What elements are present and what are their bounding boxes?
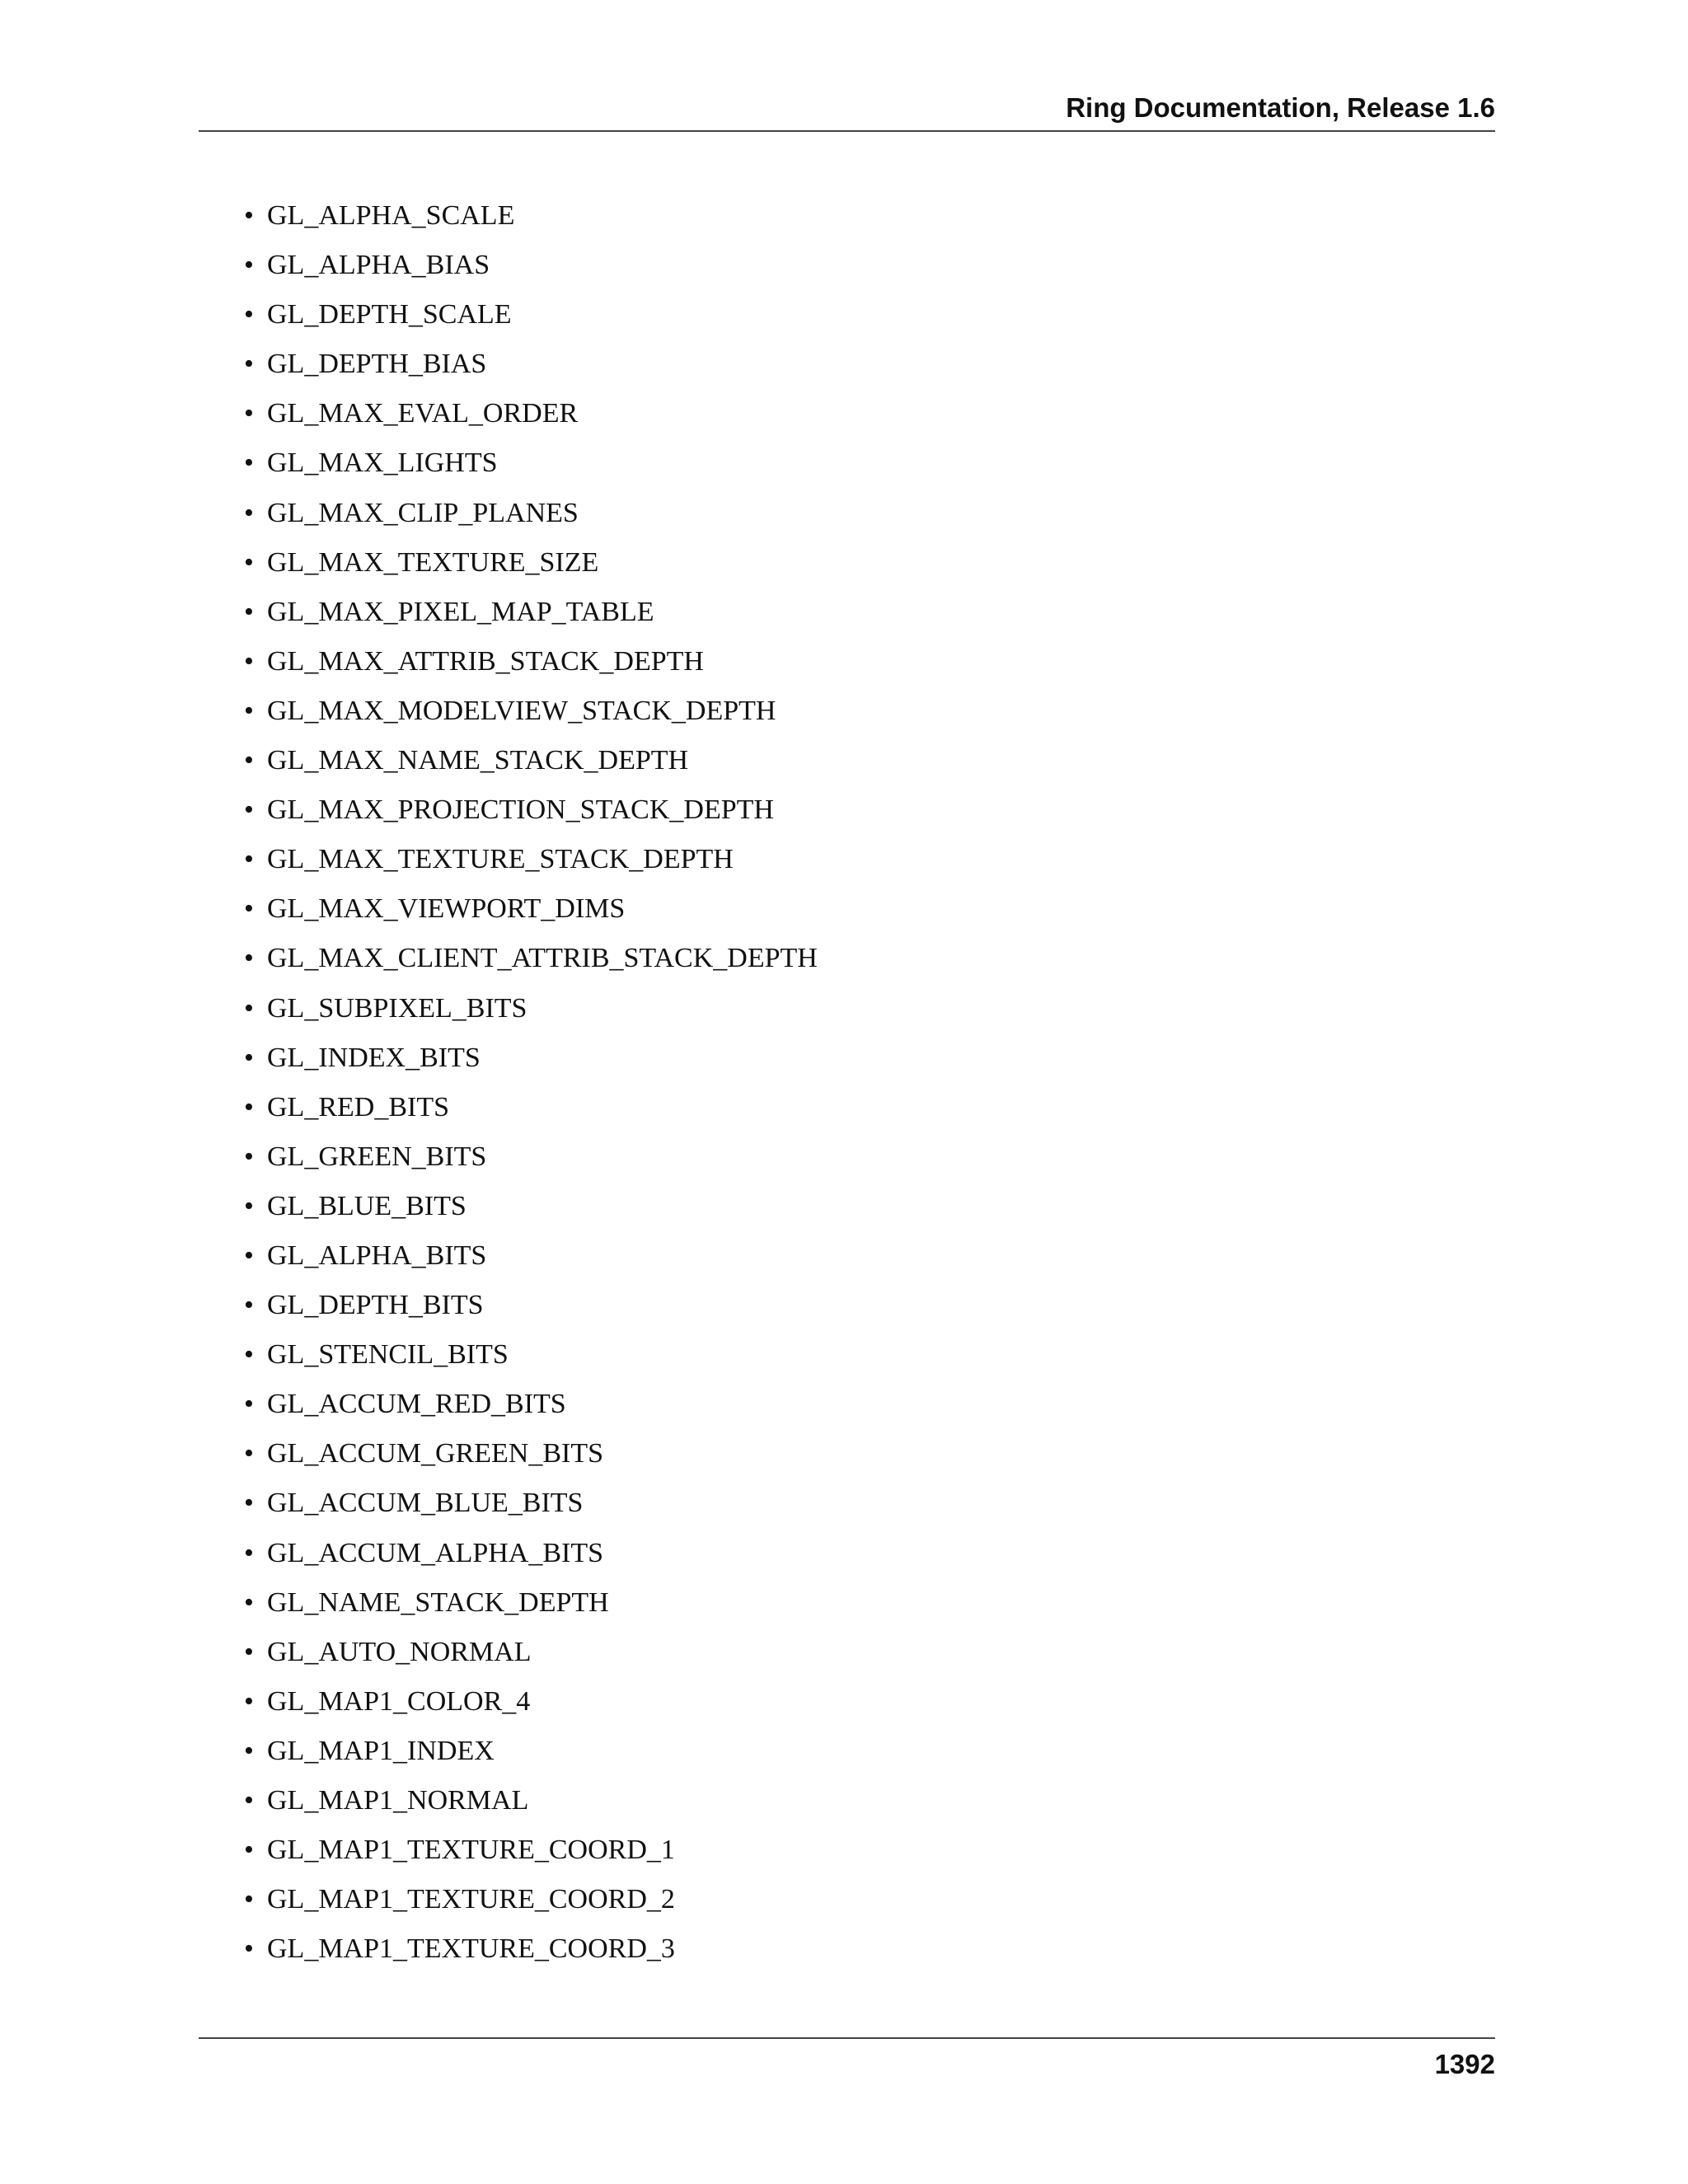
constant-name: GL_DEPTH_BIAS: [267, 349, 487, 380]
constant-name: GL_MAX_NAME_STACK_DEPTH: [267, 745, 689, 776]
constant-name: GL_MAX_TEXTURE_STACK_DEPTH: [267, 844, 734, 875]
constant-name: GL_ACCUM_RED_BITS: [267, 1389, 566, 1420]
bullet-icon: •: [244, 1389, 254, 1420]
bullet-icon: •: [244, 1933, 254, 1965]
bullet-icon: •: [244, 1438, 254, 1469]
constant-name: GL_MAX_EVAL_ORDER: [267, 398, 579, 429]
constant-name: GL_MAX_VIEWPORT_DIMS: [267, 893, 626, 925]
constant-name: GL_MAX_LIGHTS: [267, 448, 498, 479]
constant-name: GL_DEPTH_SCALE: [267, 299, 512, 330]
list-item: [244, 1585, 818, 1634]
list-item: [244, 1783, 818, 1832]
constant-name: GL_MAX_TEXTURE_SIZE: [267, 546, 599, 578]
constant-name: GL_MAX_CLIP_PLANES: [267, 497, 579, 528]
bullet-icon: •: [244, 695, 254, 726]
bullet-icon: •: [244, 745, 254, 776]
constant-name: GL_AUTO_NORMAL: [267, 1636, 532, 1667]
constant-name: GL_MAX_PIXEL_MAP_TABLE: [267, 596, 654, 627]
list-item: [244, 346, 818, 396]
constant-name: GL_ALPHA_SCALE: [267, 200, 515, 231]
constant-name: GL_ACCUM_GREEN_BITS: [267, 1438, 604, 1469]
bullet-icon: •: [244, 596, 254, 627]
bullet-icon: •: [244, 448, 254, 479]
bullet-icon: •: [244, 299, 254, 330]
list-item: [244, 1634, 818, 1684]
constant-list: [244, 198, 818, 1980]
bullet-icon: •: [244, 1339, 254, 1371]
list-item: [244, 198, 818, 247]
bullet-icon: •: [244, 893, 254, 925]
bullet-icon: •: [244, 1240, 254, 1271]
bullet-icon: •: [244, 1636, 254, 1667]
bullet-icon: •: [244, 1141, 254, 1172]
bullet-icon: •: [244, 250, 254, 281]
list-item: [244, 1436, 818, 1485]
list-item: [244, 396, 818, 445]
constant-name: GL_NAME_STACK_DEPTH: [267, 1586, 609, 1618]
constant-name: GL_MAP1_TEXTURE_COORD_2: [267, 1884, 675, 1915]
list-item: [244, 1139, 818, 1188]
list-item: [244, 545, 818, 594]
list-item: [244, 1485, 818, 1535]
list-item: [244, 1931, 818, 1980]
constant-name: GL_MAX_CLIENT_ATTRIB_STACK_DEPTH: [267, 943, 818, 974]
list-item: [244, 1090, 818, 1139]
constant-name: GL_ALPHA_BITS: [267, 1240, 487, 1271]
bullet-icon: •: [244, 398, 254, 429]
list-item: [244, 693, 818, 743]
list-item: [244, 792, 818, 841]
list-item: [244, 247, 818, 297]
list-item: [244, 445, 818, 494]
constant-name: GL_RED_BITS: [267, 1091, 449, 1122]
list-item: [244, 297, 818, 346]
constant-name: GL_GREEN_BITS: [267, 1141, 487, 1172]
list-item: [244, 940, 818, 990]
constant-name: GL_SUBPIXEL_BITS: [267, 992, 528, 1024]
list-item: [244, 1684, 818, 1733]
bullet-icon: •: [244, 645, 254, 677]
list-item: [244, 1238, 818, 1287]
constant-name: GL_ACCUM_BLUE_BITS: [267, 1488, 584, 1519]
page-number: 1392: [1434, 2049, 1495, 2079]
constant-name: GL_MAX_ATTRIB_STACK_DEPTH: [267, 645, 704, 677]
constant-name: GL_STENCIL_BITS: [267, 1339, 509, 1371]
list-item: [244, 1386, 818, 1436]
list-item: [244, 1882, 818, 1931]
bullet-icon: •: [244, 497, 254, 528]
constant-name: GL_MAP1_INDEX: [267, 1735, 495, 1766]
list-item: [244, 1188, 818, 1238]
constant-name: GL_MAP1_TEXTURE_COORD_3: [267, 1933, 675, 1965]
bullet-icon: •: [244, 546, 254, 578]
bullet-icon: •: [244, 1785, 254, 1816]
list-item: [244, 991, 818, 1040]
bullet-icon: •: [244, 1735, 254, 1766]
constant-name: GL_BLUE_BITS: [267, 1190, 467, 1221]
bullet-icon: •: [244, 844, 254, 875]
bullet-icon: •: [244, 1290, 254, 1321]
constant-name: GL_MAX_PROJECTION_STACK_DEPTH: [267, 794, 774, 826]
bullet-icon: •: [244, 200, 254, 231]
document-title: Ring Documentation, Release 1.6: [1066, 92, 1495, 123]
list-item: [244, 594, 818, 644]
bullet-icon: •: [244, 349, 254, 380]
bullet-icon: •: [244, 794, 254, 826]
bullet-icon: •: [244, 992, 254, 1024]
bullet-icon: •: [244, 1835, 254, 1866]
constant-name: GL_MAP1_TEXTURE_COORD_1: [267, 1835, 675, 1866]
list-item: [244, 841, 818, 891]
list-item: [244, 1535, 818, 1585]
bullet-icon: •: [244, 943, 254, 974]
bullet-icon: •: [244, 1586, 254, 1618]
list-item: [244, 743, 818, 792]
bullet-icon: •: [244, 1685, 254, 1717]
constant-name: GL_MAP1_NORMAL: [267, 1785, 529, 1816]
list-item: [244, 495, 818, 545]
bullet-icon: •: [244, 1488, 254, 1519]
list-item: [244, 1040, 818, 1090]
bullet-icon: •: [244, 1884, 254, 1915]
page-footer: [199, 2037, 1495, 2097]
constant-name: GL_ALPHA_BIAS: [267, 250, 490, 281]
constant-name: GL_ACCUM_ALPHA_BITS: [267, 1537, 604, 1568]
bullet-icon: •: [244, 1537, 254, 1568]
list-item: [244, 644, 818, 693]
constant-name: GL_MAX_MODELVIEW_STACK_DEPTH: [267, 695, 776, 726]
constant-name: GL_INDEX_BITS: [267, 1042, 481, 1073]
list-item: [244, 891, 818, 940]
list-item: [244, 1733, 818, 1783]
bullet-icon: •: [244, 1042, 254, 1073]
constant-name: GL_MAP1_COLOR_4: [267, 1685, 531, 1717]
list-item: [244, 1337, 818, 1386]
page-header: [199, 91, 1495, 132]
list-item: [244, 1287, 818, 1337]
list-item: [244, 1832, 818, 1882]
constant-name: GL_DEPTH_BITS: [267, 1290, 484, 1321]
bullet-icon: •: [244, 1190, 254, 1221]
bullet-icon: •: [244, 1091, 254, 1122]
